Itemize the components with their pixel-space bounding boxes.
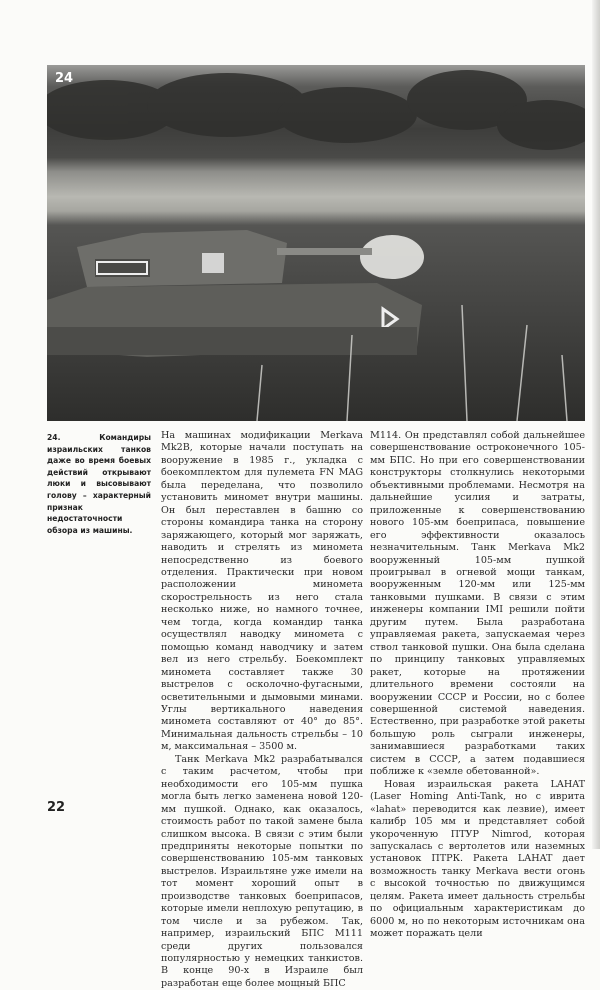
tank-photo [47,65,585,421]
page-edge-shadow [592,0,600,849]
photo-number: 24 [55,71,74,86]
page-number: 22 [47,800,66,815]
paragraph: М114. Он представлял собой дальнейшее совершенствование остроконечного 105-мм БПС. Но при его совершенствовании конструкторы столкнулись некоторыми объективными проблемами. Несмотря на дальнейшие усилия и затраты, приложенные к совершенствованию нового 105-мм боеприпаса, повышение его эффективности оказалось незначительным. Танк Merkava Mk2 вооруженный 105-мм пушкой проигрывал в огневой мощи танкам, вооруженным 120-мм или 125-мм танковыми пушками. В связи с этим инженеры компании IMI решили пойти другим путем. Была разработана управляемая ракета, запускаемая через ствол танковой пушки. Она была сделана по принципу танковых управляемых ракет, которые на протяжении длительного времени состояли на вооружении СССР и России, но с более совершенной системой наведения. Естественно, при разработке этой ракеты большую роль сыграли инженеры, занимавшиеся разработками таких систем в СССР, а затем подавшиеся поближе к «земле обетованной». [370,430,585,778]
tank [47,230,422,357]
paragraph: На машинах модификации Merkava Mk2B, которые начали поступать на вооружение в 1985 г., укладка с боекомплектом для пулемета FN MAG была переделана, что позволило установить миномет внутри машины. Он был переставлен в башню со стороны командира танка на сторону заряжающего, который мог заряжать, наводить и стрелять из миномета непосредственно из боевого отделения. Практически при новом расположении миномета скорострельность из него стала несколько ниже, но намного точнее, чем тогда, когда командир танка осуществлял наводку миномета с помощью команд наводчику и затем вел из него стрельбу. Боекомплект миномета составляет также 30 выстрелов с осколочно-фугасными, осветительными и дымовыми минами. Углы вертикального наведения миномета составляют от 40° до 85°. Минимальная дальность стрельбы – 10 м, максимальная – 3500 м. [161,430,363,753]
text-column-2 [161,430,363,990]
photo-caption: 24. Командиры израильских танков даже во время боевых действий открывают люки и высовывают голову – характерный признак недостаточности обзора из машины. [47,433,151,535]
tank-photo-illustration [47,65,585,421]
paragraph: Новая израильская ракета LAHAT (Laser Homing Anti-Tank, но с иврита «lahat» переводится как лезвие), имеет калибр 105 мм и представляет собой укороченную ПТУР Nimrod, которая запускалась с вертолетов или наземных установок ПТРК. Ракета LAHAT дает возможность танку Merkava вести огонь с высокой точностью по движущимся целям. Ракета имеет дальность стрельбы по официальным характеристикам до 6000 м, но по некоторым источникам она может поражать цели [370,778,585,940]
text-column-3 [370,430,585,941]
paragraph: Танк Merkava Mk2 разрабатывался с таким расчетом, чтобы при необходимости его 105-мм пушка могла быть легко заменена новой 120-мм пушкой. Однако, как оказалось, стоимость работ по такой замене была слишком высока. В связи с этим были предприняты некоторые попытки по совершенствованию 105-мм танковых выстрелов. Израильтяне уже имели на тот момент хороший опыт в производстве танковых боеприпасов, которые имели неплохую репутацию, в том числе и за рубежом. Так, например, израильский БПС М111 среди других пользовался популярностью у немецких танкистов. В конце 90-х в Израиле был разработан еще более мощный БПС [161,753,363,989]
